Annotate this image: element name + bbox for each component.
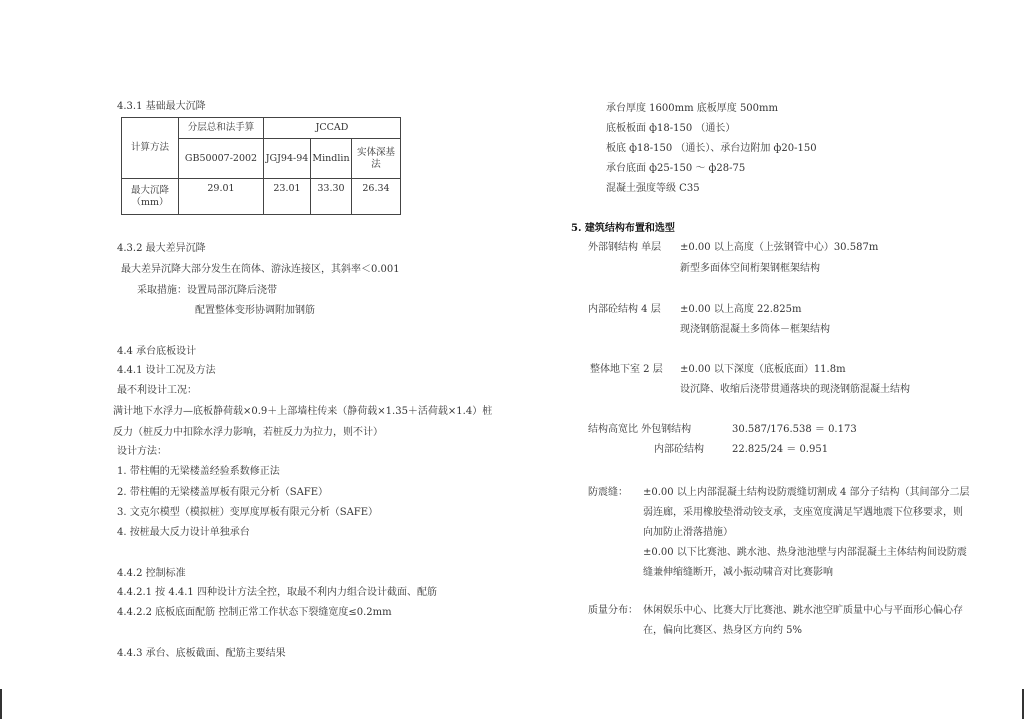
section-4-3-2-title: 4.3.2 最大差异沉降 — [117, 243, 206, 254]
seismic-joint-line5: 缝兼伸缩缝断开，减小振动啸音对比赛影响 — [643, 567, 833, 578]
method-item-1: 1. 带柱帽的无梁楼盖经验系数修正法 — [117, 466, 280, 477]
section-4-4-1-line2: 满计地下水浮力—底板静荷载×0.9＋上部墙柱传来（静荷载×1.35＋活荷载×1.4）桩 — [113, 406, 493, 417]
seismic-joint-line3: 向加防止滑落措施） — [643, 527, 733, 538]
page-edge-mark-left — [0, 689, 2, 719]
section-5-title: 5. 建筑结构布置和选型 — [571, 223, 675, 234]
internal-structure-line2: 现浇钢筋混凝土多筒体－框架结构 — [680, 324, 830, 335]
section-4-4-3-title: 4.4.3 承台、底板截面、配筋主要结果 — [117, 648, 286, 659]
seismic-joint-line2: 弱连廊，采用橡胶垫滑动铰支承，支座宽度满足罕遇地震下位移要求，则 — [643, 507, 963, 518]
mass-distribution-line2: 在，偏向比赛区、热身区方向约 5% — [643, 625, 803, 636]
aspect-ratio-value-1: 30.587/176.538 ＝ 0.173 — [732, 424, 857, 435]
seismic-joint-line1: ±0.00 以上内部混凝土结构设防震缝切割成 4 部分子结构（其间部分二层 — [643, 487, 970, 498]
right-line-3: 板底 ф18-150 （通长）、承台边附加 ф20-150 — [606, 143, 817, 154]
seismic-joint-label: 防震缝： — [588, 487, 628, 498]
table-row-label-line1: 最大沉降 — [130, 184, 169, 196]
section-4-4-1-line4: 设计方法： — [117, 446, 167, 457]
section-4-3-2-line1: 最大差异沉降大部分发生在筒体、游泳连接区，其斜率＜0.001 — [121, 264, 400, 275]
section-4-3-2-line3: 配置整体变形协调附加钢筋 — [195, 305, 315, 316]
table-row-label-line2: （mm） — [131, 196, 169, 208]
aspect-ratio-value-2: 22.825/24 ＝ 0.951 — [732, 444, 829, 455]
right-line-5: 混凝土强度等级 C35 — [606, 183, 700, 194]
seismic-joint-line4: ±0.00 以下比赛池、跳水池、热身池池壁与内部混凝土主体结构间设防震 — [643, 547, 967, 558]
right-line-1: 承台厚度 1600mm 底板厚度 500mm — [606, 103, 779, 114]
method-item-4: 4. 按桩最大反力设计单独承台 — [117, 527, 250, 538]
table-header-method: 计算方法 — [122, 118, 179, 179]
table-std-jgj: JGJ94-94 — [264, 139, 311, 179]
table-cell-v1: 29.01 — [179, 179, 264, 215]
table-cell-v2: 23.01 — [264, 179, 311, 215]
external-structure-label: 外部钢结构 单层 — [588, 242, 662, 253]
section-4-3-1-title: 4.3.1 基础最大沉降 — [117, 101, 206, 112]
section-4-4-2-1: 4.4.2.1 按 4.4.1 四种设计方法全控，取最不利内力组合设计截面、配筋 — [117, 587, 437, 598]
external-structure-line2: 新型多面体空间桁架钢框架结构 — [680, 263, 820, 274]
section-4-4-title: 4.4 承台底板设计 — [117, 346, 197, 357]
section-4-4-1-title: 4.4.1 设计工况及方法 — [117, 365, 216, 376]
basement-line1: ±0.00 以下深度（底板底面）11.8m — [680, 364, 846, 375]
table-row-label — [122, 179, 179, 215]
method-item-2: 2. 带柱帽的无梁楼盖厚板有限元分析（SAFE） — [117, 487, 329, 498]
section-4-4-2-2: 4.4.2.2 底板底面配筋 控制正常工作状态下裂缝宽度≤0.2mm — [117, 607, 392, 618]
settlement-table — [121, 117, 401, 215]
table-std-solid — [352, 139, 401, 179]
method-item-3: 3. 文克尔模型（模拟桩）变厚度厚板有限元分析（SAFE） — [117, 507, 379, 518]
right-line-2: 底板板面 ф18-150 （通长） — [606, 123, 736, 134]
table-std-mindlin: Mindlin — [311, 139, 352, 179]
table-cell-v4: 26.34 — [352, 179, 401, 215]
external-structure-line1: ±0.00 以上高度（上弦钢管中心）30.587m — [680, 242, 879, 253]
internal-structure-line1: ±0.00 以上高度 22.825m — [680, 304, 802, 315]
mass-distribution-line1: 休闲娱乐中心、比赛大厅比赛池、跳水池空旷质量中心与平面形心偏心存 — [643, 605, 963, 616]
table-std-gb: GB50007-2002 — [179, 139, 264, 179]
table-std-solid-line2: 法 — [371, 158, 381, 170]
mass-distribution-label: 质量分布： — [588, 605, 638, 616]
basement-line2: 设沉降、收缩后浇带贯通落块的现浇钢筋混凝土结构 — [680, 384, 910, 395]
section-4-4-1-line1: 最不利设计工况： — [117, 385, 197, 396]
table-cell-v3: 33.30 — [311, 179, 352, 215]
aspect-ratio-label: 结构高宽比 外包钢结构 — [588, 424, 692, 435]
internal-structure-label: 内部砼结构 4 层 — [588, 304, 661, 315]
table-header-layered: 分层总和法手算 — [179, 118, 264, 139]
table-header-jccad: JCCAD — [264, 118, 401, 139]
basement-label: 整体地下室 2 层 — [590, 364, 663, 375]
table-std-solid-line1: 实体深基 — [356, 146, 395, 158]
section-4-3-2-line2: 采取措施：设置局部沉降后浇带 — [137, 285, 277, 296]
section-4-4-2-title: 4.4.2 控制标准 — [117, 568, 186, 579]
aspect-ratio-label-2: 内部砼结构 — [654, 444, 704, 455]
section-4-4-1-line3: 反力（桩反力中扣除水浮力影响，若桩反力为拉力，则不计） — [113, 427, 383, 438]
right-line-4: 承台底面 ф25-150 ～ ф28-75 — [606, 163, 746, 174]
